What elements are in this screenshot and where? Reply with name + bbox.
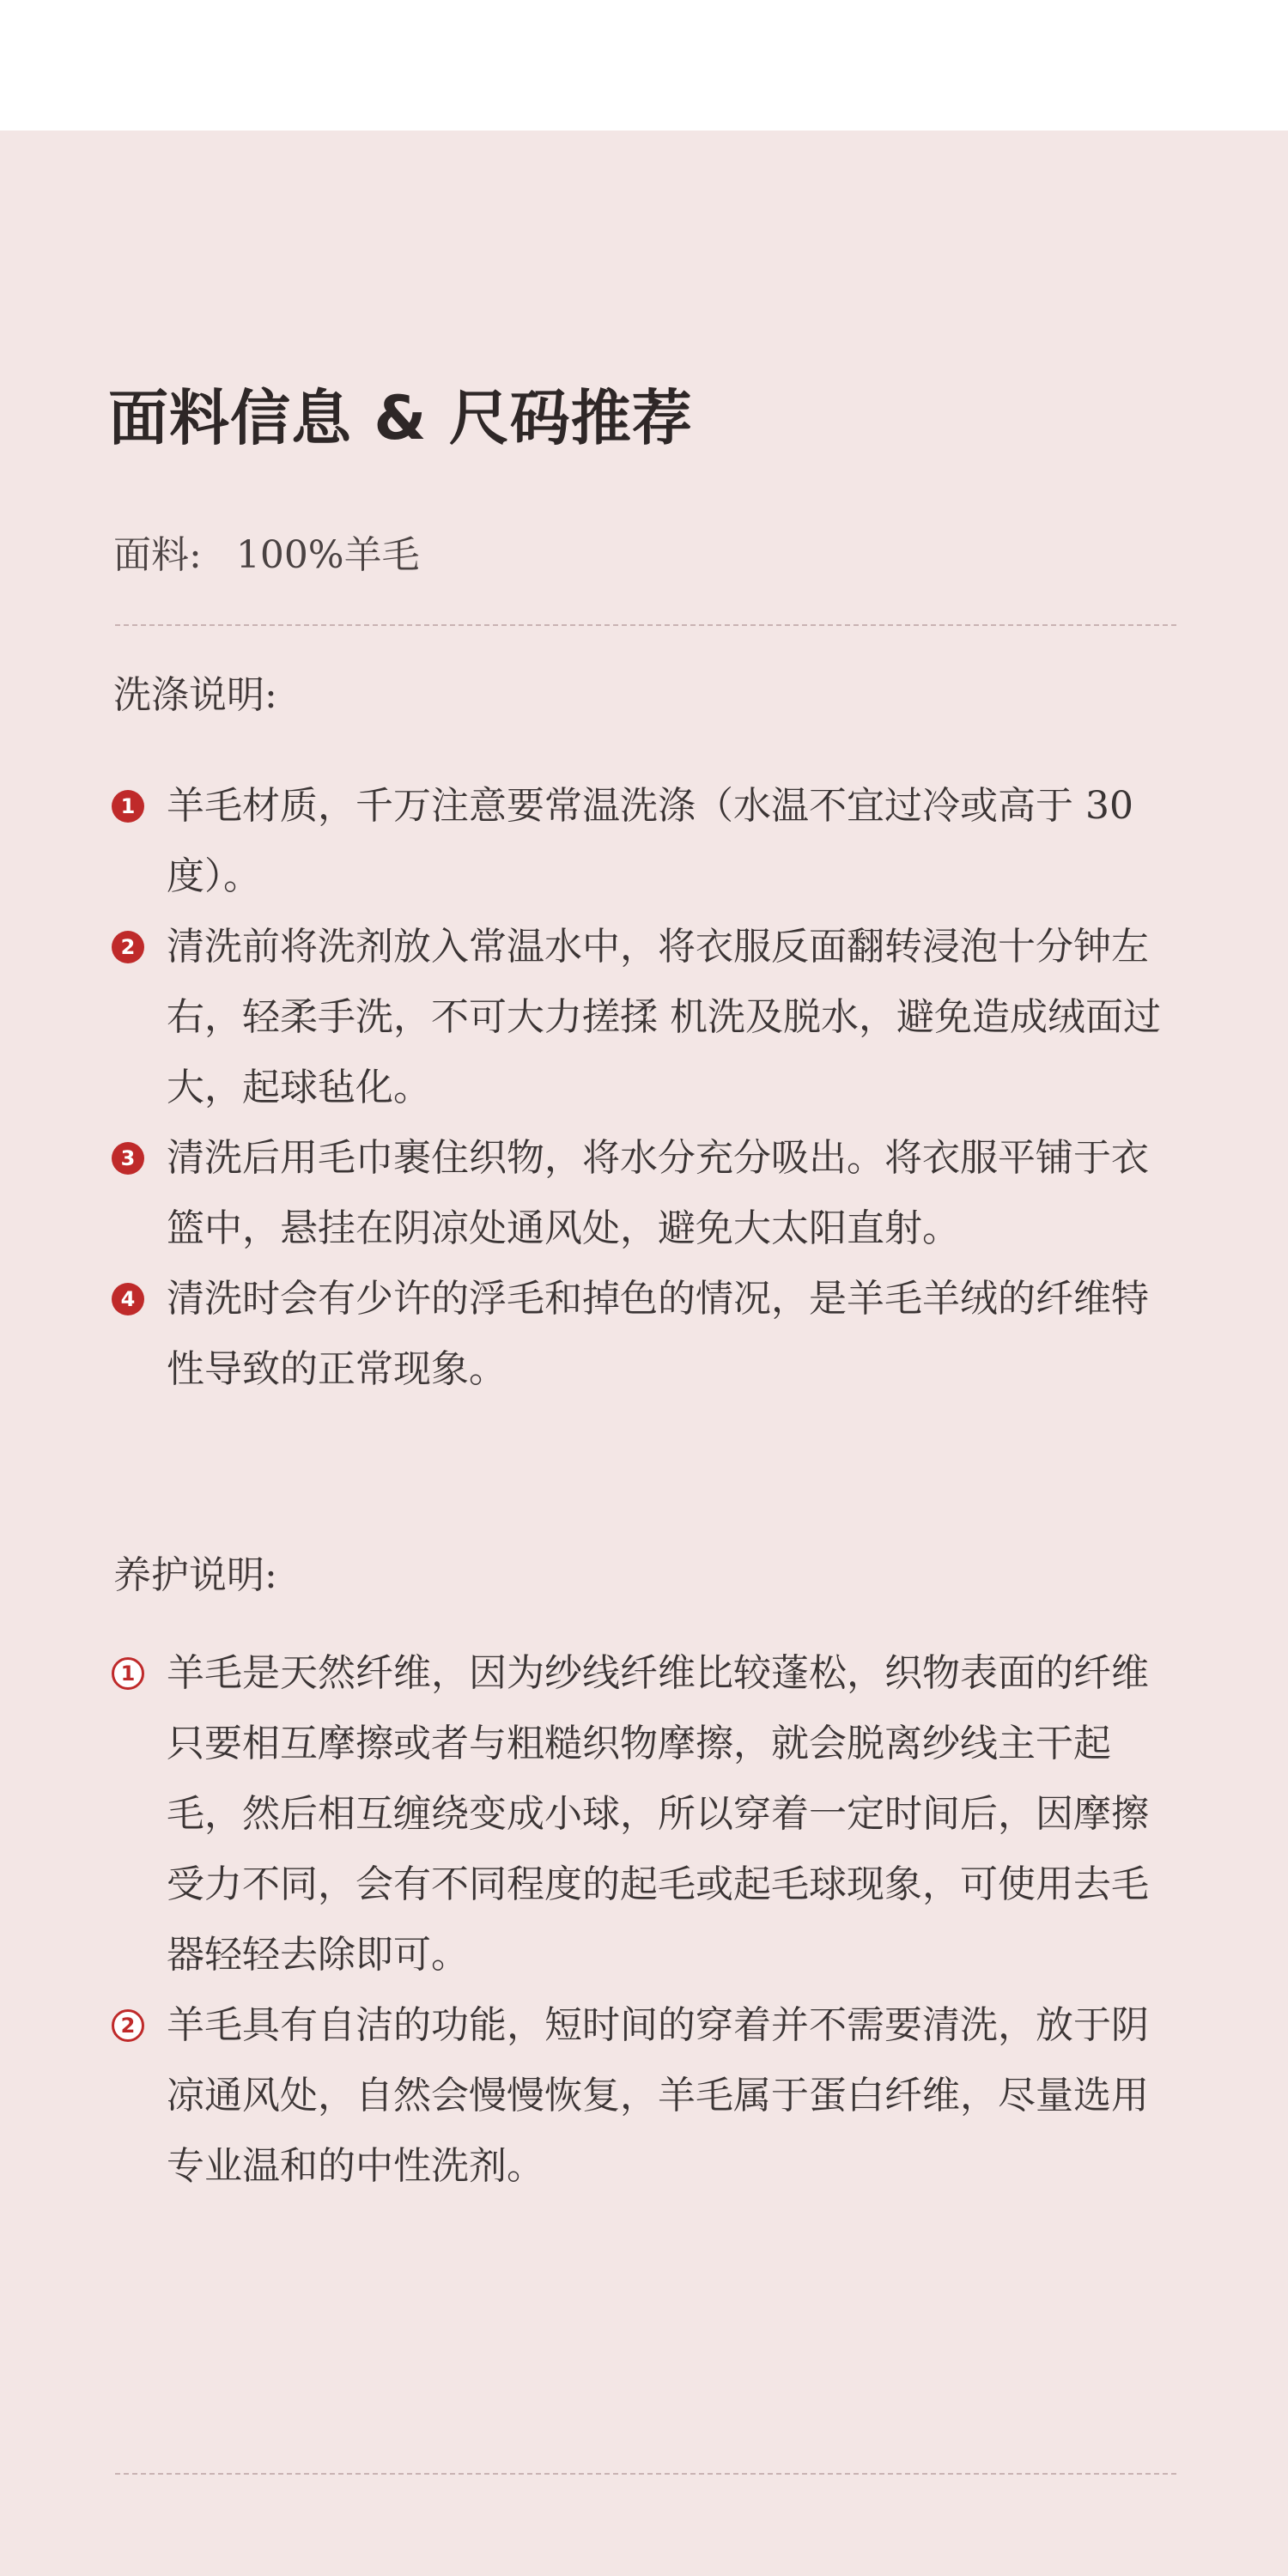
divider-top [115,624,1176,626]
item-text: 羊毛具有自洁的功能，短时间的穿着并不需要清洗，放于阴凉通风处，自然会慢慢恢复，羊毛属于蛋白纤维，尽量选用专业温和的中性洗剂。 [167,2003,1149,2188]
list-item [112,1638,1185,1990]
number-badge: 1 [112,790,144,823]
care-instructions-list [112,1638,1185,2202]
list-item [112,1123,1185,1264]
fabric-info [113,526,420,586]
number-badge: 2 [112,931,144,963]
item-text: 羊毛是天然纤维，因为纱线纤维比较蓬松，织物表面的纤维只要相互摩擦或者与粗糙织物摩擦，就会脱离纱线主干起毛，然后相互缠绕变成小球，所以穿着一定时间后，因摩擦受力不同，会有不同程度的起毛或起毛球现象，可使用去毛器轻轻去除即可。 [167,1651,1149,1977]
care-section-title: 养护说明: [113,1553,277,1597]
list-item [112,1990,1185,2202]
fabric-value: 100%羊毛 [235,533,420,577]
number-badge: 4 [112,1283,144,1315]
list-item [112,1264,1185,1405]
item-text: 清洗时会有少许的浮毛和掉色的情况，是羊毛羊绒的纤维特性导致的正常现象。 [167,1277,1149,1391]
list-item [112,771,1185,912]
number-badge: 3 [112,1142,144,1175]
number-badge: 2 [112,2009,144,2042]
page-title: 面料信息 & 尺码推荐 [108,383,693,453]
item-text: 羊毛材质，千万注意要常温洗涤（水温不宜过冷或高于 30 度）。 [167,784,1133,898]
item-text: 清洗后用毛巾裹住织物，将水分充分吸出。将衣服平铺于衣篮中，悬挂在阴凉处通风处，避免大太阳直射。 [167,1136,1149,1250]
wash-instructions-list [112,771,1185,1405]
list-item [112,912,1185,1123]
number-badge: 1 [112,1657,144,1690]
wash-section-title: 洗涤说明: [113,673,277,717]
fabric-label: 面料: [113,533,202,577]
item-text: 清洗前将洗剂放入常温水中，将衣服反面翻转浸泡十分钟左右，轻柔手洗，不可大力搓揉 机洗及脱水，避免造成绒面过大，起球毡化。 [167,925,1161,1109]
divider-bottom [115,2473,1176,2475]
